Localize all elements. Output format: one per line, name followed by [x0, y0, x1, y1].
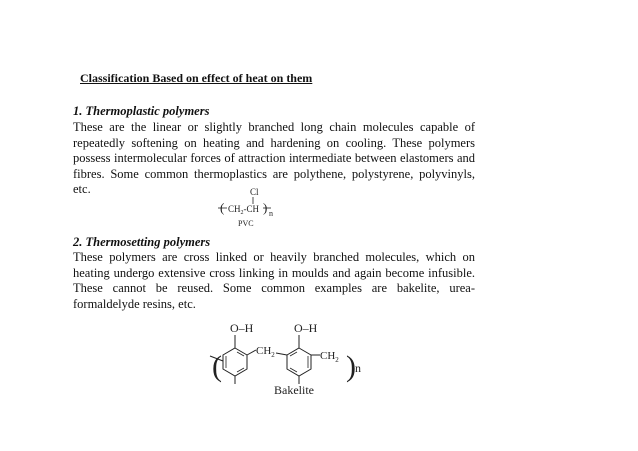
bakelite-caption: Bakelite [274, 383, 314, 397]
pvc-structure-diagram [218, 186, 298, 231]
bakelite-bridge-bond-left-b [276, 353, 287, 355]
bakelite-subscript-n: n [355, 361, 361, 375]
bakelite-ring-right [287, 348, 311, 376]
section-title-thermosetting: 2. Thermosetting polymers [73, 235, 211, 249]
bakelite-bridge-left: $CH_2$ [256, 345, 275, 359]
pvc-caption: PVC [238, 219, 254, 228]
section-paragraph-thermosetting: These polymers are cross linked or heavily branched molecules, which on heating undergo extensive cross linking in moulds and again become infusible. These cannot be reused. Some common examples are bakelite, urea-formaldelyde resins, etc. [73, 250, 475, 311]
bakelite-open-bracket: ( [212, 350, 222, 383]
bakelite-hydroxyl-left: O–H [230, 321, 254, 335]
bakelite-bridge-right: $CH_2$ [320, 350, 339, 364]
pvc-subscript-n: n [269, 209, 273, 218]
pvc-close-bracket: ) [263, 200, 268, 215]
page-heading: Classification Based on effect of heat on them [80, 71, 313, 85]
section-paragraph-thermoplastic: These are the linear or slightly branched long chain molecules capable of repeatedly softening on heating and hardening on cooling. These polymers possess intermolecular forces of attraction intermediate between elastomers and fibres. Some common thermoplastics are polythene, polystyrene, polyvinyls, etc. [73, 120, 475, 197]
bakelite-close-bracket: ) [346, 350, 356, 383]
pvc-open-bracket: ( [220, 200, 225, 215]
bakelite-hydroxyl-right: O–H [294, 321, 318, 335]
section-title-thermoplastic: 1. Thermoplastic polymers [73, 104, 210, 118]
pvc-repeat-unit: $CH_2-CH$ [228, 204, 260, 216]
pvc-substituent-label: Cl [250, 187, 259, 197]
bakelite-ring-left [223, 348, 247, 376]
bakelite-structure-diagram [210, 320, 400, 402]
bakelite-bridge-bond-left-a [247, 350, 256, 355]
